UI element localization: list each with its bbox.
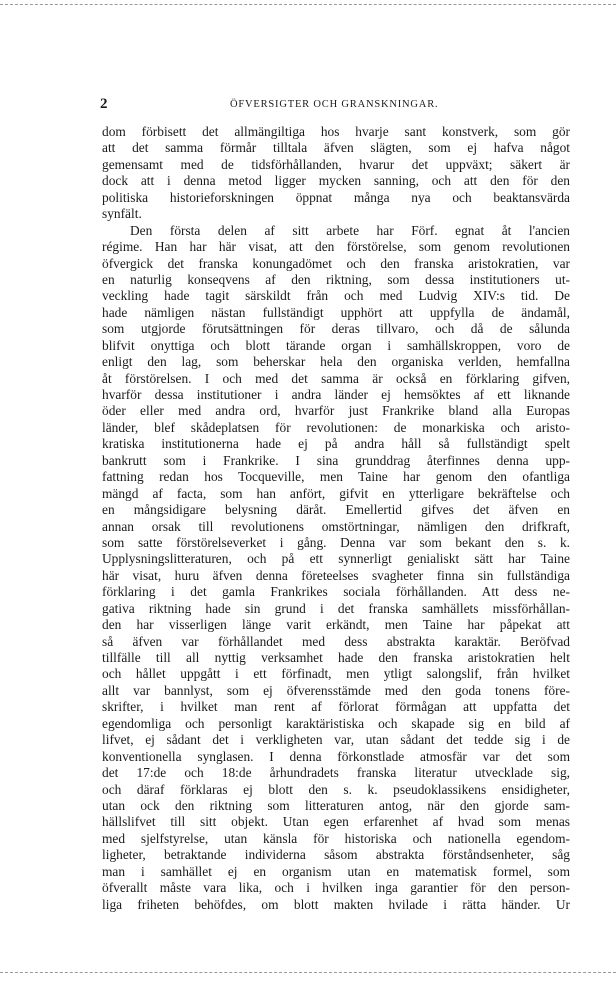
text-line: gemensamt med de tidsförhållanden, hvarur det uppväxt; säkert är: [102, 156, 570, 172]
text-line: länder, blef skådeplatsen för revolutionen: de monarkiska och aristo-: [102, 419, 570, 435]
text-line: annan orsak till revolutionens omstörtningar, nämligen den drifkraft,: [102, 518, 570, 534]
text-line: tillfälle till all nyttig verksamhet hade den franska aristokratien helt: [102, 650, 570, 665]
bottom-scan-edge: [0, 972, 616, 973]
text-line: en naturlig konseqvens af den riktning, som dessa institutioners ut-: [102, 271, 570, 287]
text-line: ligheter, betraktande individerna såsom abstrakta förståndsenheter, såg: [102, 847, 570, 863]
text-line: politiska historieforskningen öppnat många nya och beaktansvärda: [102, 189, 570, 205]
text-line: dock att i denna metod ligger mycken sanning, och att den för den: [102, 173, 570, 189]
text-line: kratiska institutionerna hade ej på andra håll så fullständigt spelt: [102, 436, 570, 452]
text-line: här visat, huru äfven denna företeelses svagheter finna sin fullständiga: [102, 567, 570, 583]
text-line: bankrutt som i Frankrike. I sina grunddrag återfinnes denna upp-: [102, 452, 570, 468]
text-line: åt förstörelsen. I och med det samma är också en förklaring gifven,: [102, 370, 570, 386]
text-line: med sjelfstyrelse, utan känsla för historiska och nationella egendom-: [102, 830, 570, 846]
text-line: régime. Han har här visat, att den förstörelse, som genom revolutionen: [102, 239, 570, 255]
text-line: gativa riktning hade sin grund i det franska samhällets missförhållan-: [102, 600, 570, 616]
text-line: som satte förstörelseverket i gång. Denna var som bekant den s. k.: [102, 534, 570, 550]
text-line: lifvet, ej sådant det i verkligheten var, utan sådant det tedde sig i de: [102, 732, 570, 748]
text-line: Upplysningslitteraturen, och på ett synnerligt genialiskt sätt har Taine: [102, 551, 570, 567]
text-line: den har visserligen länge varit erkändt, men Taine har påpekat att: [102, 617, 570, 633]
text-line: egendomliga och personligt karaktäristiska och skapade sig en bild af: [102, 715, 570, 731]
running-head: ÖFVERSIGTER OCH GRANSKNINGAR.: [230, 99, 439, 110]
text-line: liga friheten behöfdes, om blott makten hvilade i rätta händer. Ur: [102, 896, 570, 912]
text-line: synfält.: [102, 206, 142, 222]
text-line: hällslifvet till sitt objekt. Utan egen erfarenhet af hvad som menas: [102, 814, 570, 830]
text-line: konventionella synglasen. I denna förkonstlade atmosfär var det som: [102, 748, 570, 764]
text-line: hade nämligen nästan fullständigt upphört att uppfylla de ändamål,: [102, 304, 570, 320]
text-line: mängd af facta, som han anfört, gifvit en ytterligare bekräftelse och: [102, 485, 570, 501]
page-header: [100, 96, 572, 114]
text-line: och däraf förklaras ej blott den s. k. pseudoklassikens ensidigheter,: [102, 781, 570, 797]
text-line: som utgjorde förutsättningen för deras tillvaro, och då de sålunda: [102, 321, 570, 337]
text-line: skrifter, i hvilket man rent af förlorat förmågan att uppfatta det: [102, 699, 570, 715]
text-line: fattning redan hos Tocqueville, men Taine har genom den ofantliga: [102, 469, 570, 485]
body-text: [102, 124, 570, 913]
text-line: enligt den lag, som beherskar hela den organiska verlden, hemfallna: [102, 354, 570, 370]
text-line: hvarför dessa institutioner i andra länder ej hemsöktes af ett liknande: [102, 387, 570, 402]
text-line: det 17:de och 18:de århundradets franska literatur utvecklade sig,: [102, 765, 570, 781]
page-number: 2: [100, 96, 108, 112]
text-line: man i samhället ej en organism utan en matematisk formel, som: [102, 863, 570, 879]
text-line: dom förbisett det allmängiltiga hos hvarje sant konstverk, som gör: [102, 124, 570, 139]
text-line: en mångsidigare belysning däråt. Emellertid gifves det äfven en: [102, 502, 570, 518]
text-line: utan ock den riktning som litteraturen antog, när den gjorde sam-: [102, 797, 570, 813]
text-line: förklaring i det gamla Frankrikes sociala förhållanden. Att dess ne-: [102, 584, 570, 600]
text-line: allt var bannlyst, som ej öfverensstämde med den goda tonens före-: [102, 682, 570, 698]
text-line: öder eller med andra ord, hvarför just Frankrike bland alla Europas: [102, 403, 570, 419]
text-line: veckling hade tagit särskildt från och med Ludvig XIV:s tid. De: [102, 288, 570, 304]
text-line: så äfven var förhållandet med dess abstrakta karaktär. Beröfvad: [102, 633, 570, 649]
text-line: öfvergick det franska konungadömet och den franska aristokratien, var: [102, 255, 570, 271]
text-line: blifvit onyttiga och blott tärande organ i samhällskroppen, voro de: [102, 337, 570, 353]
text-line: Den första delen af sitt arbete har Förf. egnat åt l'ancien: [130, 222, 570, 238]
top-scan-edge: [0, 4, 616, 5]
text-line: och hållet uppgått i ett förfinadt, men ytligt salongslif, från hvilket: [102, 666, 570, 682]
text-line: att det samma förmår tilltala äfven slägten, som ej hafva något: [102, 140, 570, 156]
text-line: öfverallt måste vara lika, och i hvilken inga garantier för den person-: [102, 880, 570, 896]
